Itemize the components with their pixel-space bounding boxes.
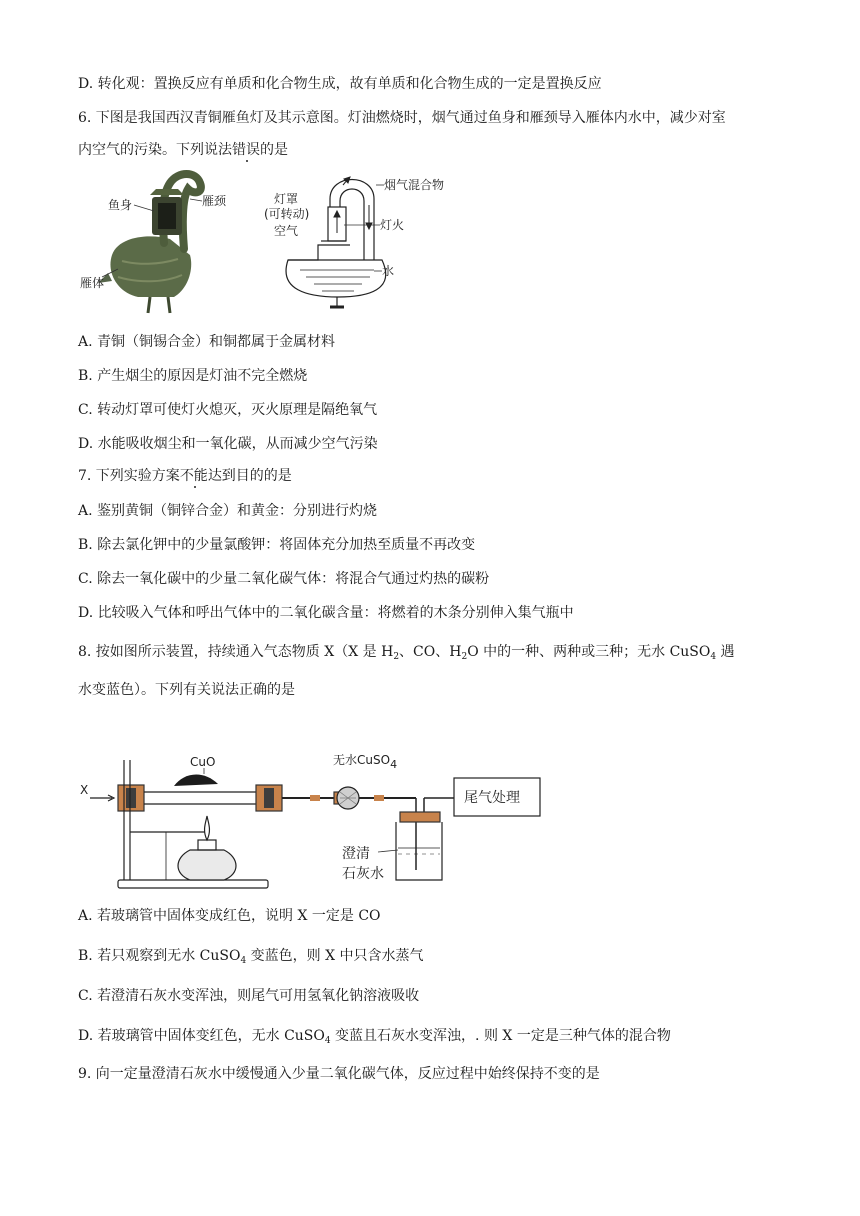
lamp-schematic xyxy=(286,180,386,308)
q8-stem-b: 、CO、H xyxy=(399,644,462,660)
q8-optb-b: 变蓝色，则 X 中只含水蒸气 xyxy=(246,948,424,964)
q7-stem-text-b: 达到目的的是 xyxy=(207,468,292,484)
q8-stem-line2: 水变蓝色）。下列有关说法正确的是 xyxy=(78,682,295,698)
q9-stem: 9. 向一定量澄清石灰水中缓慢通入少量二氧化碳气体，反应过程中始终保持不变的是 xyxy=(78,1066,600,1082)
cuo-pile xyxy=(174,774,218,786)
q7-option-d: D. 比较吸入气体和呼出气体中的二氧化碳含量：将燃着的木条分别伸入集气瓶中 xyxy=(78,605,574,621)
q6-option-c: C. 转动灯罩可使灯火熄灭，灭火原理是隔绝氧气 xyxy=(78,402,378,418)
q8-option-d xyxy=(78,1026,671,1051)
q7-stem-emphasis: 不能 xyxy=(179,468,208,484)
q8-stem-line1 xyxy=(78,642,735,667)
label-lamp-fire: 灯火 xyxy=(380,218,405,232)
q8-apparatus-figure xyxy=(78,740,548,890)
q5-option-d: D. 转化观：置换反应有单质和化合物生成，故有单质和化合物生成的一定是置换反应 xyxy=(78,76,602,92)
label-cuo: CuO xyxy=(190,755,216,769)
q8-optb-sub4: 4 xyxy=(240,956,247,966)
q7-stem xyxy=(78,466,292,486)
q8-option-b xyxy=(78,946,424,971)
label-x: X xyxy=(80,783,89,797)
apparatus-lines xyxy=(90,760,454,888)
label-anhydrous-cuso4: 无水CuSO4 xyxy=(333,753,398,771)
q6-stem-text-b: 的是 xyxy=(260,142,288,158)
label-water: 水 xyxy=(382,264,395,278)
label-fish-body: 鱼身 xyxy=(108,198,133,212)
q8-option-c: C. 若澄清石灰水变浑浊，则尾气可用氢氧化钠溶液吸收 xyxy=(78,988,420,1004)
q8-optd-b: 变蓝且石灰水变浑浊，. 则 X 一定是三种气体的混合物 xyxy=(330,1028,671,1044)
goose-lamp-photo xyxy=(98,174,201,313)
label-goose-neck: 雁颈 xyxy=(202,194,227,208)
q8-stem-c: O 中的一种、两种或三种；无水 CuSO xyxy=(467,644,711,660)
label-rotatable: (可转动) xyxy=(264,207,310,221)
q6-stem-line2 xyxy=(78,140,288,160)
q8-sub-4: 4 xyxy=(710,652,717,662)
q8-sub-2a: 2 xyxy=(393,652,400,662)
label-air: 空气 xyxy=(274,224,299,238)
q6-stem-emphasis: 错误 xyxy=(232,142,260,158)
q8-optb-a: B. 若只观察到无水 CuSO xyxy=(78,948,241,964)
q8-stem-d: 遇 xyxy=(716,644,735,660)
q8-optd-a: D. 若玻璃管中固体变红色，无水 CuSO xyxy=(78,1028,325,1044)
q6-option-b: B. 产生烟尘的原因是灯油不完全燃烧 xyxy=(78,368,308,384)
label-smoke-mixture: 烟气混合物 xyxy=(384,178,445,192)
q6-stem-line1: 6. 下图是我国西汉青铜雁鱼灯及其示意图。灯油燃烧时，烟气通过鱼身和雁颈导入雁体内水中，减少对室 xyxy=(78,110,726,126)
q6-figure xyxy=(78,165,458,315)
label-goose-body: 雁体 xyxy=(80,276,105,290)
q7-stem-text-a: 7. 下列实验方案 xyxy=(78,468,180,484)
label-tail-gas: 尾气处理 xyxy=(464,790,520,806)
label-limewater-1: 澄清 xyxy=(342,846,370,862)
q6-option-d: D. 水能吸收烟尘和一氧化碳，从而减少空气污染 xyxy=(78,436,378,452)
q8-option-a: A. 若玻璃管中固体变成红色，说明 X 一定是 CO xyxy=(78,908,381,924)
q7-option-b: B. 除去氯化钾中的少量氯酸钾：将固体充分加热至质量不再改变 xyxy=(78,537,476,553)
q7-option-c: C. 除去一氧化碳中的少量二氧化碳气体：将混合气通过灼热的碳粉 xyxy=(78,571,490,587)
q6-option-a: A. 青铜（铜锡合金）和铜都属于金属材料 xyxy=(78,334,336,350)
q6-stem-text-a: 内空气的污染。下列说法 xyxy=(78,142,232,158)
q8-sub-2b: 2 xyxy=(461,652,468,662)
label-lamp-shade: 灯罩 xyxy=(274,192,299,206)
label-limewater-2: 石灰水 xyxy=(342,866,384,882)
q8-stem-a: 8. 按如图所示装置，持续通入气态物质 X（X 是 H xyxy=(78,644,394,660)
q7-option-a: A. 鉴别黄铜（铜锌合金）和黄金：分别进行灼烧 xyxy=(78,503,378,519)
q8-optd-sub4: 4 xyxy=(324,1036,331,1046)
